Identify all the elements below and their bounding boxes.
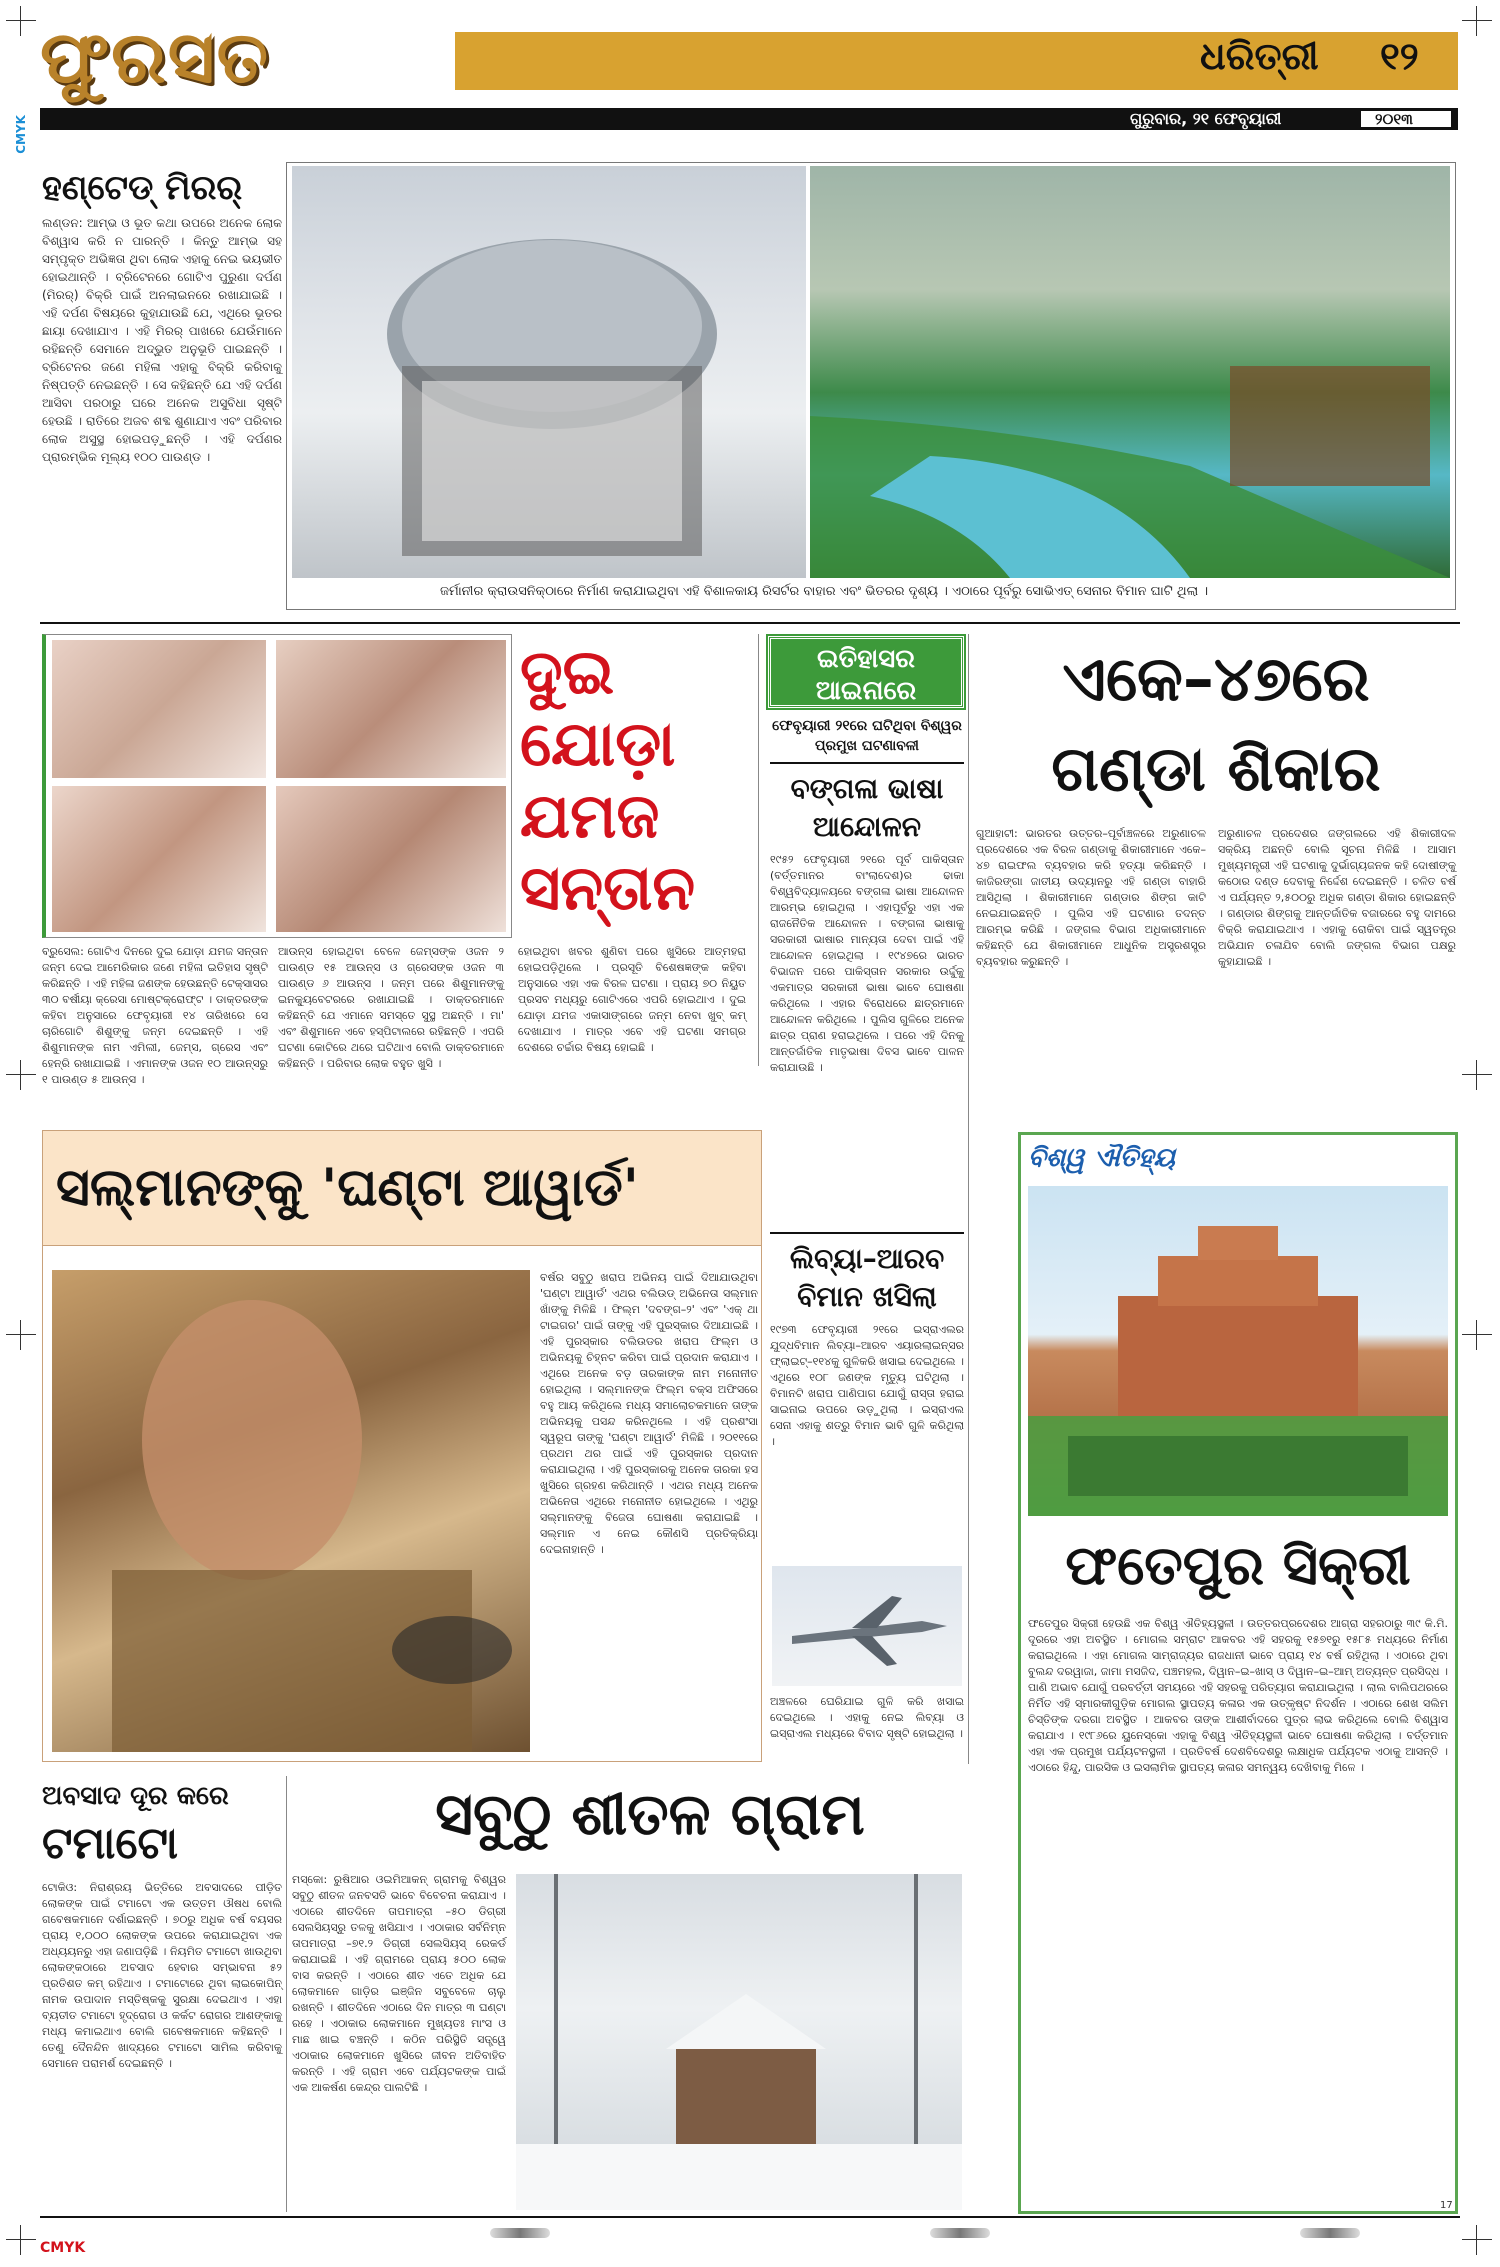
twins-body-col2: ଆଉନ୍ସ ହୋଇଥିବା ବେଳେ ଜେମ୍ସଙ୍କ ଓଜନ ୨ ପାଉଣ୍ଡ ୧୫ ଆଉନ୍ସ ଓ ଗ୍ରେସଙ୍କ ଓଜନ ୩ ପାଉଣ୍ଡ ୬ ଆଉନ୍ସ । ଜନ୍ମ ପରେ ଶିଶୁମାନଙ୍କୁ ଇନକ୍ୟୁବେଟରରେ ରଖାଯାଇଛି । ଡାକ୍ତରମାନେ କହିଛନ୍ତି ଯେ ଏମାନେ ସମସ୍ତେ ସୁସ୍ଥ ଅଛନ୍ତି । ମା' ଏବଂ ଶିଶୁମାନେ ଏବେ ହସ୍ପିଟାଲରେ ରହିଛନ୍ତି । ଏପରି ଘଟଣା କୋଟିରେ ଥରେ ଘଟିଥାଏ ବୋଲି ଡାକ୍ତରମାନେ କହିଛନ୍ତି । ପରିବାର ଲୋକ ବହୁତ ଖୁସି ।: [278, 945, 504, 1070]
salman-headline: ସଲ୍‌ମାନଙ୍କୁ 'ଘଣ୍ଟା ଆୱାର୍ଡ': [56, 1158, 639, 1218]
section-divider: [40, 622, 1460, 624]
coldest-body: ମସ୍କୋ: ରୁଷିଆର ଓଇମିଆକନ୍ ଗ୍ରାମକୁ ବିଶ୍ୱର ସବୁଠୁ ଶୀତଳ ଜନବସତି ଭାବେ ବିବେଚନା କରାଯାଏ । ଏଠାରେ ଶୀତଦିନେ ତାପମାତ୍ରା –୫୦ ଡିଗ୍ରୀ ସେଲସିୟସ୍‌ରୁ ତଳକୁ ଖସିଯାଏ । ଏଠାକାର ସର୍ବନିମ୍ନ ତାପମାତ୍ରା –୭୧.୨ ଡିଗ୍ରୀ ସେଲସିୟସ୍ ରେକର୍ଡ କରାଯାଇଛି । ଏହି ଗ୍ରାମରେ ପ୍ରାୟ ୫୦୦ ଲୋକ ବାସ କରନ୍ତି । ଏଠାରେ ଶୀତ ଏତେ ଅଧିକ ଯେ ଲୋକମାନେ ଗାଡ଼ିର ଇଞ୍ଜିନ ସବୁବେଳେ ଚାଲୁ ରଖନ୍ତି । ଶୀତଦିନେ ଏଠାରେ ଦିନ ମାତ୍ର ୩ ଘଣ୍ଟା ରହେ । ଏଠାକାର ଲୋକମାନେ ମୁଖ୍ୟତଃ ମାଂସ ଓ ମାଛ ଖାଇ ବଞ୍ଚନ୍ତି । କଠିନ ପରିସ୍ଥିତି ସତ୍ତ୍ୱେ ଏଠାକାର ଲୋକମାନେ ଖୁସିରେ ଜୀବନ ଅତିବାହିତ କରନ୍ତି । ଏହି ଗ୍ରାମ ଏବେ ପର୍ଯ୍ୟଟକଙ୍କ ପାଇଁ ଏକ ଆକର୍ଷଣ କେନ୍ଦ୍ର ପାଲଟିଛି ।: [292, 1873, 506, 2094]
salman-box-border: [42, 1130, 762, 1762]
libya-body: ୧୯୭୩ ଫେବୃୟାରୀ ୨୧ରେ ଇସ୍ରାଏଲର ଯୁଦ୍ଧବିମାନ ଲିବ୍ୟା–ଆରବ ଏୟାରଲାଇନ୍ସର ଫ୍ଲାଇଟ୍–୧୧୪କୁ ଗୁଳିକରି ଖସାଇ ଦେଇଥିଲେ । ଏଥିରେ ୧୦୮ ଜଣଙ୍କ ମୃତ୍ୟୁ ଘଟିଥିଲା । ବିମାନଟି ଖରାପ ପାଣିପାଗ ଯୋଗୁଁ ରାସ୍ତା ହରାଇ ସାଇନାଇ ଉପରେ ଉଡ଼ୁଥିଲା । ଇସ୍ରାଏଲ ସେନା ଏହାକୁ ଶତ୍ରୁ ବିମାନ ଭାବି ଗୁଳି କରିଥିଲା ।: [770, 1323, 964, 1448]
libya-body-tail: ଅଞ୍ଚଳରେ ଘେରିଯାଇ ଗୁଳି କରି ଖସାଇ ଦେଇଥିଲେ । ଏହାକୁ ନେଇ ଲିବ୍ୟା ଓ ଇସ୍ରାଏଲ ମଧ୍ୟରେ ବିବାଦ ସୃଷ୍ଟି ହୋଇଥିଲା ।: [770, 1695, 964, 1740]
page-number: ୧୨: [1380, 34, 1419, 78]
fatehpur-sikri-photo: [1028, 1186, 1448, 1516]
history-story-rule: [770, 1232, 964, 1234]
column-divider: [286, 1776, 287, 2212]
twins-photo-3: [52, 786, 266, 932]
masthead-title: ଫୁରସତ: [40, 14, 270, 99]
dome-caption: ଜର୍ମାନୀର କ୍ରାଉସନିକ୍‌ଠାରେ ନିର୍ମାଣ କରାଯାଇଥିବା ଏହି ବିଶାଳକାୟ ରିସର୍ଟର ବାହାର ଏବଂ ଭିତରର ଦୃଶ୍ୟ । ଏଠାରେ ପୂର୍ବରୁ ସୋଭିଏତ୍ ସେନାର ବିମାନ ଘାଟି ଥିଲା ।: [440, 584, 1209, 599]
twins-headline-line: ଦୁଇ: [520, 635, 615, 708]
libya-headline-line: ବିମାନ ଖସିଲା: [797, 1280, 937, 1313]
registration-mark: [1462, 6, 1492, 36]
registration-bar: [1300, 2228, 1360, 2238]
dome-exterior-photo: [292, 166, 806, 578]
twins-photo-1: [52, 640, 266, 778]
twins-headline: [520, 636, 750, 924]
twins-headline-line: ଯମଜ: [520, 779, 660, 852]
page-mark: 17: [1440, 2200, 1453, 2211]
heritage-body: ଫତେପୁର ସିକ୍ରୀ ହେଉଛି ଏକ ବିଶ୍ୱ ଐତିହ୍ୟସ୍ଥଳୀ । ଉତ୍ତରପ୍ରଦେଶର ଆଗ୍ରା ସହରଠାରୁ ୩୯ କି.ମି. ଦୂରରେ ଏହା ଅବସ୍ଥିତ । ମୋଗଲ ସମ୍ରାଟ ଆକବର ଏହି ସହରକୁ ୧୫୭୧ରୁ ୧୫୮୫ ମଧ୍ୟରେ ନିର୍ମାଣ କରାଇଥିଲେ । ଏହା ମୋଗଲ ସାମ୍ରାଜ୍ୟର ରାଜଧାନୀ ଭାବେ ପ୍ରାୟ ୧୪ ବର୍ଷ ରହିଥିଲା । ଏଠାରେ ଥିବା ବୁଲନ୍ଦ ଦରୱାଜା, ଜାମା ମସଜିଦ, ପଞ୍ଚମହଲ, ଦିୱାନ–ଇ–ଖାସ୍ ଓ ଦିୱାନ–ଇ–ଆମ୍ ଅତ୍ୟନ୍ତ ପ୍ରସିଦ୍ଧ । ପାଣି ଅଭାବ ଯୋଗୁଁ ପରବର୍ତ୍ତୀ ସମୟରେ ଏହି ସହରକୁ ପରିତ୍ୟାଗ କରାଯାଇଥିଲା । ଲାଲ ବାଲିପଥରରେ ନିର୍ମିତ ଏହି ସ୍ମାରକୀଗୁଡ଼ିକ ମୋଗଲ ସ୍ଥାପତ୍ୟ କଳାର ଏକ ଉତ୍କୃଷ୍ଟ ନିଦର୍ଶନ । ଏଠାରେ ଶେଖ ସଲିମ ଚିସ୍ତିଙ୍କ ଦରଗା ଅବସ୍ଥିତ । ଆକବର ତାଙ୍କ ଆଶୀର୍ବାଦରେ ପୁତ୍ର ଲାଭ କରିଥିଲେ ବୋଲି ବିଶ୍ୱାସ କରାଯାଏ । ୧୯୮୬ରେ ୟୁନେସ୍କୋ ଏହାକୁ ବିଶ୍ୱ ଐତିହ୍ୟସ୍ଥଳୀ ଭାବେ ଘୋଷଣା କରିଥିଲା । ବର୍ତ୍ତମାନ ଏହା ଏକ ପ୍ରମୁଖ ପର୍ଯ୍ୟଟନସ୍ଥଳୀ । ପ୍ରତିବର୍ଷ ଦେଶବିଦେଶରୁ ଲକ୍ଷାଧିକ ପର୍ଯ୍ୟଟକ ଏଠାକୁ ଆସନ୍ତି । ଏଠାରେ ହିନ୍ଦୁ, ପାରସିକ ଓ ଇସଲାମିକ ସ୍ଥାପତ୍ୟ କଳାର ସମନ୍ୱୟ ଦେଖିବାକୁ ମିଳେ ।: [1028, 1617, 1448, 1774]
ak47-headline-line: ଏକେ–୪୭ରେ: [1062, 642, 1370, 715]
bengali-body: ୧୯୫୨ ଫେବୃୟାରୀ ୨୧ରେ ପୂର୍ବ ପାକିସ୍ତାନ (ବର୍ତ୍ତମାନର ବାଂଲାଦେଶ)ର ଢାକା ବିଶ୍ୱବିଦ୍ୟାଳୟରେ ବଙ୍ଗଳା ଭାଷା ଆନ୍ଦୋଳନ ଆରମ୍ଭ ହୋଇଥିଲା । ଏହାପୂର୍ବରୁ ଏହା ଏକ ରାଜନୈତିକ ଆନ୍ଦୋଳନ । ବଙ୍ଗଳା ଭାଷାକୁ ସରକାରୀ ଭାଷାର ମାନ୍ୟତା ଦେବା ପାଇଁ ଏହି ଆନ୍ଦୋଳନ ହୋଇଥିଲା । ୧୯୪୭ରେ ଭାରତ ବିଭାଜନ ପରେ ପାକିସ୍ତାନ ସରକାର ଉର୍ଦ୍ଦୁକୁ ଏକମାତ୍ର ସରକାରୀ ଭାଷା ଭାବେ ଘୋଷଣା କରିଥିଲେ । ଏହାର ବିରୋଧରେ ଛାତ୍ରମାନେ ଆନ୍ଦୋଳନ କରିଥିଲେ । ପୁଲିସ ଗୁଳିରେ ଅନେକ ଛାତ୍ର ପ୍ରାଣ ହରାଇଥିଲେ । ପରେ ଏହି ଦିନକୁ ଆନ୍ତର୍ଜାତିକ ମାତୃଭାଷା ଦିବସ ଭାବେ ପାଳନ କରାଯାଉଛି ।: [770, 853, 964, 1074]
masthead: [40, 12, 1460, 128]
libya-headline-line: ଲିବ୍ୟା–ଆରବ: [789, 1242, 945, 1275]
libya-headline: [770, 1240, 964, 1316]
registration-mark: [6, 6, 36, 36]
registration-mark: [6, 2225, 36, 2255]
history-subtitle-rule: [770, 762, 964, 764]
bengali-headline: [770, 770, 964, 846]
coldest-headline: ସବୁଠୁ ଶୀତଳ ଗ୍ରାମ: [435, 1780, 865, 1848]
heritage-label: ବିଶ୍ୱ ଐତିହ୍ୟ: [1028, 1143, 1175, 1173]
history-subtitle: ଫେବୃୟାରୀ ୨୧ରେ ଘଟିଥିବା ବିଶ୍ୱର ପ୍ରମୁଖ ଘଟଣାବଳୀ: [772, 718, 962, 754]
bottom-rule: [40, 2216, 1460, 2218]
registration-bar: [490, 2228, 550, 2238]
bengali-headline-line: ବଙ୍ଗଳା ଭାଷା: [790, 772, 944, 805]
column-divider: [968, 634, 969, 1764]
year: ୨୦୧୩: [1375, 110, 1413, 128]
cmyk-marker-bottom: CMYK: [40, 2240, 86, 2256]
tomato-headline-line: ଅବସାଦ ଦୂର କରେ: [42, 1781, 229, 1811]
twins-body-col1: ବ୍ରୁସେଲ: ଗୋଟିଏ ଦିନରେ ଦୁଇ ଯୋଡ଼ା ଯମଜ ସନ୍ତାନ ଜନ୍ମ ଦେଇ ଆମେରିକାର ଜଣେ ମହିଳା ଇତିହାସ ସୃଷ୍ଟି କରିଛନ୍ତି । ଏହି ମହିଳା ଜଣଙ୍କ ହେଉଛନ୍ତି ଟେକ୍ସାସର ୩୦ ବର୍ଷୀୟା କ୍ରେସା ମୋଷ୍ଟକ୍ରୋଫ୍ଟ । ଡାକ୍ତରଙ୍କ କହିବା ଅନୁସାରେ ଫେବୃୟାରୀ ୧୪ ତାରିଖରେ ସେ ଚାରିଗୋଟି ଶିଶୁଙ୍କୁ ଜନ୍ମ ଦେଇଛନ୍ତି । ଏହି ଶିଶୁମାନଙ୍କ ନାମ ଏମିଲୀ, ଜେମ୍ସ, ଗ୍ରେସ ଏବଂ ହେନ୍ରି ରଖାଯାଇଛି । ଏମାନଙ୍କ ଓଜନ ୧୦ ଆଉନ୍ସରୁ ୧ ପାଉଣ୍ଡ ୫ ଆଉନ୍ସ ।: [42, 945, 269, 1086]
twins-photo-4: [276, 786, 506, 932]
twins-body-col3: ହୋଇଥିବା ଖବର ଶୁଣିବା ପରେ ଖୁସିରେ ଆତ୍ମହରା ହୋଇପଡ଼ିଥିଲେ । ପ୍ରସୂତି ବିଶେଷଜ୍ଞଙ୍କ କହିବା ଅନୁସାରେ ଏହା ଏକ ବିରଳ ଘଟଣା । ପ୍ରାୟ ୭୦ ନିୟୁତ ପ୍ରସବ ମଧ୍ୟରୁ ଗୋଟିଏରେ ଏପରି ହୋଇଥାଏ । ଦୁଇ ଯୋଡ଼ା ଯମଜ ଏକାସାଙ୍ଗରେ ଜନ୍ମ ନେବା ଖୁବ୍ କମ୍ ଦେଖାଯାଏ । ମାତ୍ର ଏବେ ଏହି ଘଟଣା ସମଗ୍ର ଦେଶରେ ଚର୍ଚ୍ଚାର ବିଷୟ ହୋଇଛି ।: [518, 945, 746, 1054]
column-divider: [758, 634, 759, 1066]
ak47-body-col1: ଗୁଆହାଟୀ: ଭାରତର ଉତ୍ତର–ପୂର୍ବାଞ୍ଚଳରେ ଅରୁଣାଚଳ ପ୍ରଦେଶରେ ଏକ ବିରଳ ଗଣ୍ଡାକୁ ଶିକାରୀମାନେ ଏକେ–୪୭ ରାଇଫଲ ବ୍ୟବହାର କରି ହତ୍ୟା କରିଛନ୍ତି । କାଜିରଙ୍ଗା ଜାତୀୟ ଉଦ୍ୟାନରୁ ଏହି ଗଣ୍ଡା ବାହାରି ଆସିଥିଲା । ଶିକାରୀମାନେ ଗଣ୍ଡାର ଶିଙ୍ଗ କାଟି ନେଇଯାଇଛନ୍ତି । ପୁଲିସ ଏହି ଘଟଣାର ତଦନ୍ତ ଆରମ୍ଭ କରିଛି । ଜଙ୍ଗଲ ବିଭାଗ ଅଧିକାରୀମାନେ କହିଛନ୍ତି ଯେ ଶିକାରୀମାନେ ଆଧୁନିକ ଅସ୍ତ୍ରଶସ୍ତ୍ର ବ୍ୟବହାର କରୁଛନ୍ତି ।: [976, 827, 1206, 968]
registration-mark: [1462, 1060, 1492, 1090]
section-name: ଧରିତ୍ରୀ: [1200, 34, 1319, 78]
heritage-headline: ଫତେପୁର ସିକ୍ରୀ: [1065, 1534, 1411, 1597]
bengali-headline-line: ଆନ୍ଦୋଳନ: [812, 810, 922, 843]
dateline: ଗୁରୁବାର, ୨୧ ଫେବୃୟାରୀ: [1130, 109, 1282, 128]
tomato-headline-line: ଟମାଟୋ: [42, 1818, 179, 1869]
registration-bar: [930, 2228, 990, 2238]
history-label: [768, 636, 964, 708]
history-label-line: ଆଇନାରେ: [815, 676, 917, 706]
ak47-headline-line: ଗଣ୍ଡା ଶିକାର: [1051, 732, 1381, 805]
frozen-village-photo: [516, 1874, 962, 2210]
tomato-headline: [42, 1776, 282, 1872]
twins-photo-2: [276, 640, 506, 778]
salman-body: ବର୍ଷର ସବୁଠୁ ଖରାପ ଅଭିନୟ ପାଇଁ ଦିଆଯାଉଥିବା 'ଘଣ୍ଟା ଆୱାର୍ଡ' ଏଥର ବଲିଉଡ୍ ଅଭିନେତା ସଲ୍‌ମାନ ଖାଁଙ୍କୁ ମିଳିଛି । ଫିଲ୍ମ 'ଦବଙ୍ଗ–୨' ଏବଂ 'ଏକ୍ ଥା ଟାଇଗର' ପାଇଁ ତାଙ୍କୁ ଏହି ପୁରସ୍କାର ଦିଆଯାଇଛି । ଏହି ପୁରସ୍କାର ବଲିଉଡର ଖରାପ ଫିଲ୍ମ ଓ ଅଭିନୟକୁ ଚିହ୍ନଟ କରିବା ପାଇଁ ପ୍ରଦାନ କରାଯାଏ । ଏଥିରେ ଅନେକ ବଡ଼ ତାରକାଙ୍କ ନାମ ମନୋନୀତ ହୋଇଥିଲା । ସଲ୍‌ମାନଙ୍କ ଫିଲ୍ମ ବକ୍ସ ଅଫିସରେ ବହୁ ଆୟ କରିଥିଲେ ମଧ୍ୟ ସମାଲୋଚକମାନେ ତାଙ୍କ ଅଭିନୟକୁ ପସନ୍ଦ କରିନଥିଲେ । ଏହି ପ୍ରଶଂସା ସ୍ୱରୂପ ତାଙ୍କୁ 'ଘଣ୍ଟା ଆୱାର୍ଡ' ମିଳିଛି । ୨୦୧୧ରେ ପ୍ରଥମ ଥର ପାଇଁ ଏହି ପୁରସ୍କାର ପ୍ରଦାନ କରାଯାଇଥିଲା । ଏହି ପୁରସ୍କାରକୁ ଅନେକ ତାରକା ହସ ଖୁସିରେ ଗ୍ରହଣ କରିଥାନ୍ତି । ଏଥର ମଧ୍ୟ ଅନେକ ଅଭିନେତା ଏଥିରେ ମନୋନୀତ ହୋଇଥିଲେ । ଏଥିରୁ ସଲ୍‌ମାନଙ୍କୁ ବିଜେତା ଘୋଷଣା କରାଯାଇଛି । ସଲ୍‌ମାନ ଏ ନେଇ କୌଣସି ପ୍ରତିକ୍ରିୟା ଦେଇନାହାନ୍ତି ।: [540, 1271, 758, 1556]
mirror-body: ଲଣ୍ଡନ: ଆମ୍ଭ ଓ ଭୂତ କଥା ଉପରେ ଅନେକ ଲୋକ ବିଶ୍ୱାସ କରି ନ ପାରନ୍ତି । କିନ୍ତୁ ଆମ୍ଭ ସହ ସମ୍ପୃକ୍ତ ଅଭିଜ୍ଞତା ଥିବା ଲୋକ ଏହାକୁ ନେଇ ଭୟଭୀତ ହୋଇଥାନ୍ତି । ବ୍ରିଟେନରେ ଗୋଟିଏ ପୁରୁଣା ଦର୍ପଣ (ମିରର୍) ବିକ୍ରି ପାଇଁ ଅନଲାଇନରେ ରଖାଯାଇଛି । ଏହି ଦର୍ପଣ ବିଷୟରେ କୁହାଯାଉଛି ଯେ, ଏଥିରେ ଭୂତର ଛାୟା ଦେଖାଯାଏ । ଏହି ମିରର୍ ପାଖରେ ଯେଉଁମାନେ ରହିଛନ୍ତି ସେମାନେ ଅଦ୍ଭୁତ ଅନୁଭୂତି ପାଇଛନ୍ତି । ବ୍ରିଟେନର ଜଣେ ମହିଳା ଏହାକୁ ବିକ୍ରି କରିବାକୁ ନିଷ୍ପତ୍ତି ନେଇଛନ୍ତି । ସେ କହିଛନ୍ତି ଯେ ଏହି ଦର୍ପଣ ଆସିବା ପରଠାରୁ ଘରେ ଅନେକ ଅସୁବିଧା ସୃଷ୍ଟି ହେଉଛି । ରାତିରେ ଅଜବ ଶବ୍ଦ ଶୁଣାଯାଏ ଏବଂ ପରିବାର ଲୋକ ଅସୁସ୍ଥ ହୋଇପଡ଼ୁଛନ୍ତି । ଏହି ଦର୍ପଣର ପ୍ରାରମ୍ଭିକ ମୂଲ୍ୟ ୧୦୦ ପାଉଣ୍ଡ ।: [42, 216, 282, 464]
mirror-headline: ହଣ୍ଟେଡ୍ ମିରର୍: [42, 168, 243, 208]
dome-interior-photo: [810, 166, 1450, 578]
registration-mark: [1462, 2225, 1492, 2255]
twins-headline-line: ଯୋଡ଼ା: [520, 707, 676, 780]
history-label-line: ଇତିହାସର: [817, 644, 915, 674]
tomato-body: ଟୋକିଓ: ନିରାଶ୍ରୟ ଭିତ୍ତିରେ ଅବସାଦରେ ପୀଡ଼ିତ ଲୋକଙ୍କ ପାଇଁ ଟମାଟୋ ଏକ ଉତ୍ତମ ଔଷଧ ବୋଲି ଗବେଷକମାନେ ଦର୍ଶାଇଛନ୍ତି । ୭୦ରୁ ଅଧିକ ବର୍ଷ ବୟସର ପ୍ରାୟ ୧,୦୦୦ ଲୋକଙ୍କ ଉପରେ କରାଯାଇଥିବା ଏକ ଅଧ୍ୟୟନରୁ ଏହା ଜଣାପଡ଼ିଛି । ନିୟମିତ ଟମାଟୋ ଖାଉଥିବା ଲୋକଙ୍କଠାରେ ଅବସାଦ ହେବାର ସମ୍ଭାବନା ୫୨ ପ୍ରତିଶତ କମ୍ ରହିଥାଏ । ଟମାଟୋରେ ଥିବା ଲାଇକୋପିନ୍ ନାମକ ଉପାଦାନ ମସ୍ତିଷ୍କକୁ ସୁରକ୍ଷା ଦେଇଥାଏ । ଏହା ବ୍ୟତୀତ ଟମାଟୋ ହୃଦ୍‌ରୋଗ ଓ କର୍କଟ ରୋଗର ଆଶଙ୍କାକୁ ମଧ୍ୟ କମାଇଥାଏ ବୋଲି ଗବେଷକମାନେ କହିଛନ୍ତି । ତେଣୁ ଦୈନନ୍ଦିନ ଖାଦ୍ୟରେ ଟମାଟୋ ସାମିଲ କରିବାକୁ ସେମାନେ ପରାମର୍ଶ ଦେଇଛନ୍ତି ।: [42, 1881, 282, 2070]
ak47-headline: [976, 634, 1456, 814]
registration-mark: [6, 1060, 36, 1090]
registration-mark: [1462, 1320, 1492, 1350]
cmyk-marker: CMYK: [14, 115, 28, 154]
fighter-jet-photo: [772, 1566, 962, 1686]
registration-mark: [6, 1320, 36, 1350]
ak47-body-col2: ଅରୁଣାଚଳ ପ୍ରଦେଶର ଜଙ୍ଗଲରେ ଏହି ଶିକାରୀଦଳ ସକ୍ରିୟ ଅଛନ୍ତି ବୋଲି ସୂଚନା ମିଳିଛି । ଆସାମ ମୁଖ୍ୟମନ୍ତ୍ରୀ ଏହି ଘଟଣାକୁ ଦୁର୍ଭାଗ୍ୟଜନକ କହି ଦୋଷୀଙ୍କୁ କଠୋର ଦଣ୍ଡ ଦେବାକୁ ନିର୍ଦ୍ଦେଶ ଦେଇଛନ୍ତି । ଚଳିତ ବର୍ଷ ଏ ପର୍ଯ୍ୟନ୍ତ ୨,୫୦୦ରୁ ଅଧିକ ଗଣ୍ଡା ଶିକାର ହୋଇଛନ୍ତି । ଗଣ୍ଡାର ଶିଙ୍ଗକୁ ଆନ୍ତର୍ଜାତିକ ବଜାରରେ ବହୁ ଦାମରେ ବିକ୍ରି କରାଯାଇଥାଏ । ଏହାକୁ ରୋକିବା ପାଇଁ ସ୍ୱତନ୍ତ୍ର ଅଭିଯାନ ଚଳାଯିବ ବୋଲି ଜଙ୍ଗଲ ବିଭାଗ ପକ୍ଷରୁ କୁହାଯାଇଛି ।: [1218, 827, 1456, 968]
twins-headline-line: ସନ୍ତାନ: [520, 851, 696, 924]
